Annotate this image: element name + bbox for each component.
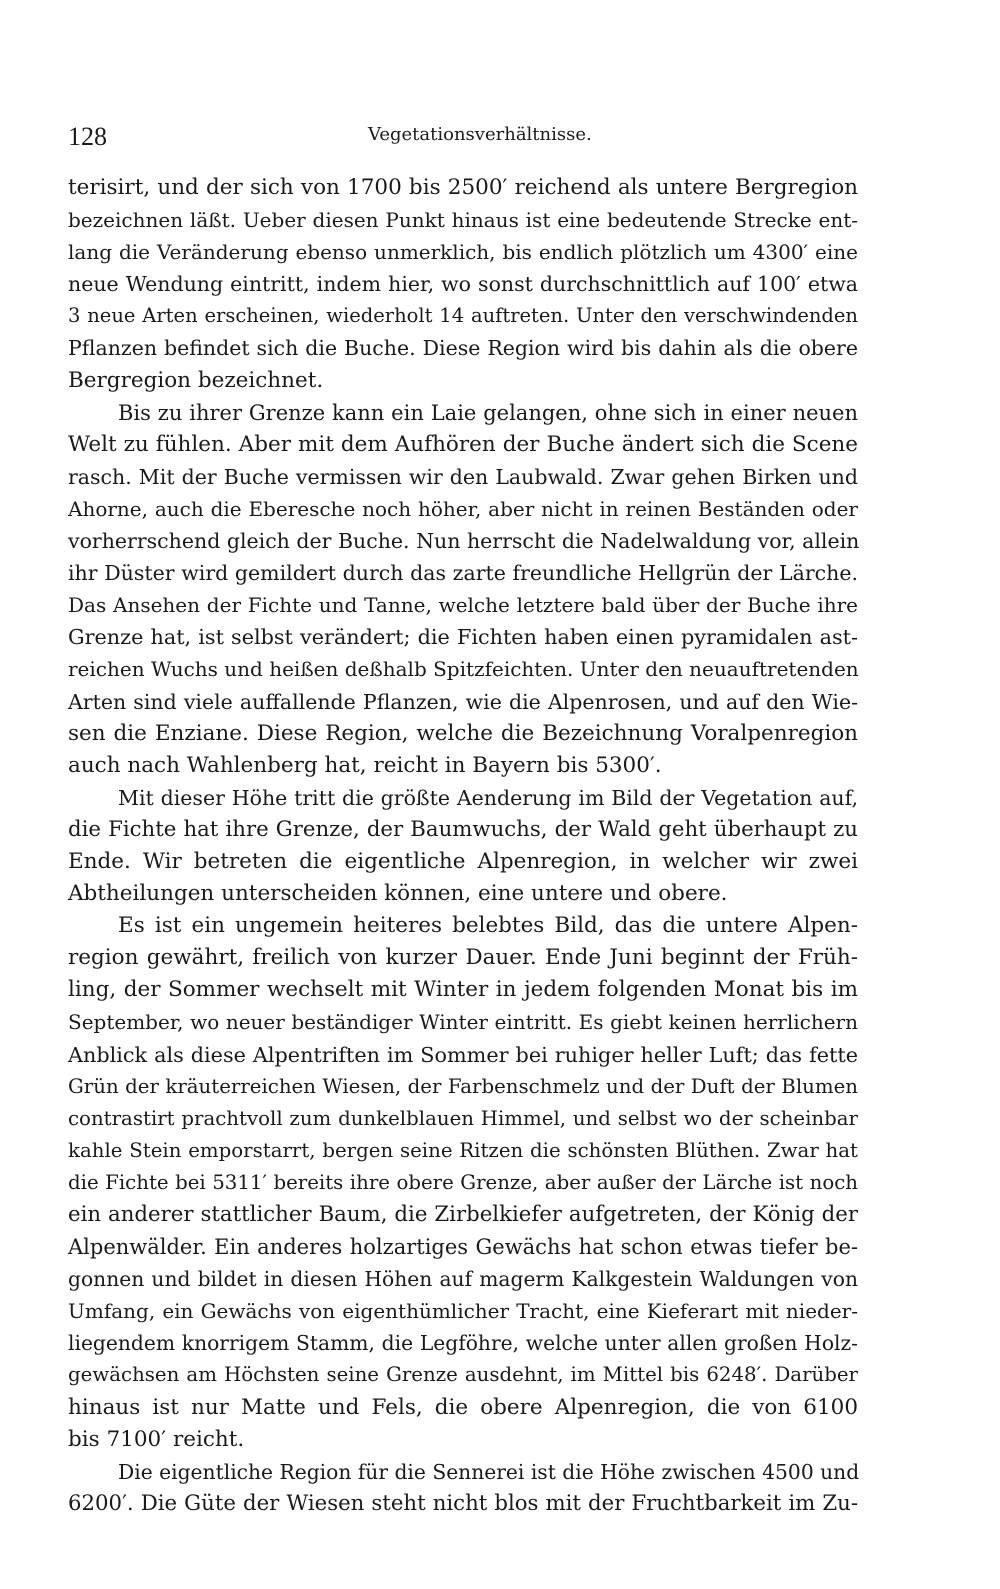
text-line: reichen Wuchs und heißen deßhalb Spitzfeichten. Unter den neuauftretenden bbox=[68, 657, 859, 682]
text-line: Es ist ein ungemein heiteres belebtes Bild, das die untere Alpen- bbox=[118, 913, 858, 939]
text-line: September, wo neuer beständiger Winter eintritt. Es giebt keinen herrlichern bbox=[68, 1010, 858, 1035]
text-line: gewächsen am Höchsten seine Grenze ausdehnt, im Mittel bis 6248′. Darüber bbox=[68, 1363, 858, 1387]
body-text bbox=[68, 172, 858, 1520]
text-line: kahle Stein emporstarrt, bergen seine Ritzen die schönsten Blüthen. Zwar hat bbox=[68, 1138, 858, 1162]
text-line: region gewährt, freilich von kurzer Dauer. Ende Juni beginnt der Früh- bbox=[68, 945, 858, 971]
text-line: Umfang, ein Gewächs von eigenthümlicher Tracht, eine Kieferart mit nieder- bbox=[68, 1299, 858, 1324]
text-line: Bis zu ihrer Grenze kann ein Laie gelangen, ohne sich in einer neuen bbox=[118, 400, 858, 425]
text-line: hinaus ist nur Matte und Fels, die obere Alpenregion, die von 6100 bbox=[68, 1394, 858, 1420]
text-line: Bergregion bezeichnet. bbox=[68, 367, 324, 393]
text-line: neue Wendung eintritt, indem hier, wo sonst durchschnittlich auf 100′ etwa bbox=[68, 272, 858, 297]
running-title: Vegetationsverhältnisse. bbox=[368, 124, 592, 145]
text-line: Die eigentliche Region für die Sennerei ist die Höhe zwischen 4500 und bbox=[118, 1459, 860, 1484]
text-line: Arten sind viele auffallende Pflanzen, wie die Alpenrosen, und auf den Wie- bbox=[68, 689, 858, 714]
text-line: Ende. Wir betreten die eigentliche Alpenregion, in welcher wir zwei bbox=[68, 848, 858, 874]
page-number: 128 bbox=[68, 122, 107, 151]
text-line: 3 neue Arten erscheinen, wiederholt 14 auftreten. Unter den verschwindenden bbox=[68, 304, 858, 328]
text-line: Pflanzen befindet sich die Buche. Diese Region wird bis dahin als die obere bbox=[68, 336, 858, 361]
text-line: 6200′. Die Güte der Wiesen steht nicht blos mit der Fruchtbarkeit im Zu- bbox=[68, 1490, 858, 1516]
text-line: terisirt, und der sich von 1700 bis 2500′ reichend als untere Bergregion bbox=[68, 175, 858, 200]
text-line: Grün der kräuterreichen Wiesen, der Farbenschmelz und der Duft der Blumen bbox=[68, 1074, 858, 1098]
text-line: bis 7100′ reicht. bbox=[68, 1426, 245, 1452]
text-line: ein anderer stattlicher Baum, die Zirbelkiefer aufgetreten, der König der bbox=[68, 1202, 858, 1227]
text-line: Grenze hat, ist selbst verändert; die Fichten haben einen pyramidalen ast- bbox=[68, 625, 858, 650]
text-line: Das Ansehen der Fichte und Tanne, welche letztere bald über der Buche ihre bbox=[68, 593, 858, 618]
text-line: Ahorne, auch die Eberesche noch höher, aber nicht in reinen Beständen oder bbox=[68, 496, 858, 521]
text-line: vorherrschend gleich der Buche. Nun herrscht die Nadelwaldung vor, allein bbox=[68, 529, 860, 554]
text-line: rasch. Mit der Buche vermissen wir den Laubwald. Zwar gehen Birken und bbox=[68, 464, 858, 489]
text-line: die Fichte bei 5311′ bereits ihre obere Grenze, aber außer der Lärche ist noch bbox=[68, 1170, 858, 1194]
text-line: liegendem knorrigem Stamm, die Legföhre, welche unter allen großen Holz- bbox=[68, 1331, 858, 1356]
text-line: Welt zu fühlen. Aber mit dem Aufhören der Buche ändert sich die Scene bbox=[68, 431, 858, 457]
text-line: Mit dieser Höhe tritt die größte Aenderung im Bild der Vegetation auf, bbox=[118, 785, 858, 810]
text-line: auch nach Wahlenberg hat, reicht in Bayern bis 5300′. bbox=[68, 752, 662, 778]
text-line: die Fichte hat ihre Grenze, der Baumwuchs, der Wald geht überhaupt zu bbox=[68, 816, 858, 842]
text-line: lang die Veränderung ebenso unmerklich, bis endlich plötzlich um 4300′ eine bbox=[68, 240, 858, 265]
text-line: bezeichnen läßt. Ueber diesen Punkt hinaus ist eine bedeutende Strecke ent- bbox=[68, 208, 858, 233]
text-line: ling, der Sommer wechselt mit Winter in jedem folgenden Monat bis im bbox=[68, 977, 858, 1003]
text-line: ihr Düster wird gemildert durch das zarte freundliche Hellgrün der Lärche. bbox=[68, 561, 858, 586]
text-line: gonnen und bildet in diesen Höhen auf magerm Kalkgestein Waldungen von bbox=[68, 1267, 858, 1292]
text-line: sen die Enziane. Diese Region, welche die Bezeichnung Voralpenregion bbox=[68, 720, 858, 746]
text-line: Abtheilungen unterscheiden können, eine untere und obere. bbox=[68, 881, 728, 907]
page-header bbox=[68, 122, 858, 162]
text-line: Alpenwälder. Ein anderes holzartiges Gewächs hat schon etwas tiefer be- bbox=[68, 1235, 858, 1260]
text-line: contrastirt prachtvoll zum dunkelblauen Himmel, und selbst wo der scheinbar bbox=[68, 1106, 858, 1130]
text-line: Anblick als diese Alpentriften im Sommer bei ruhiger heller Luft; das fette bbox=[68, 1042, 858, 1067]
